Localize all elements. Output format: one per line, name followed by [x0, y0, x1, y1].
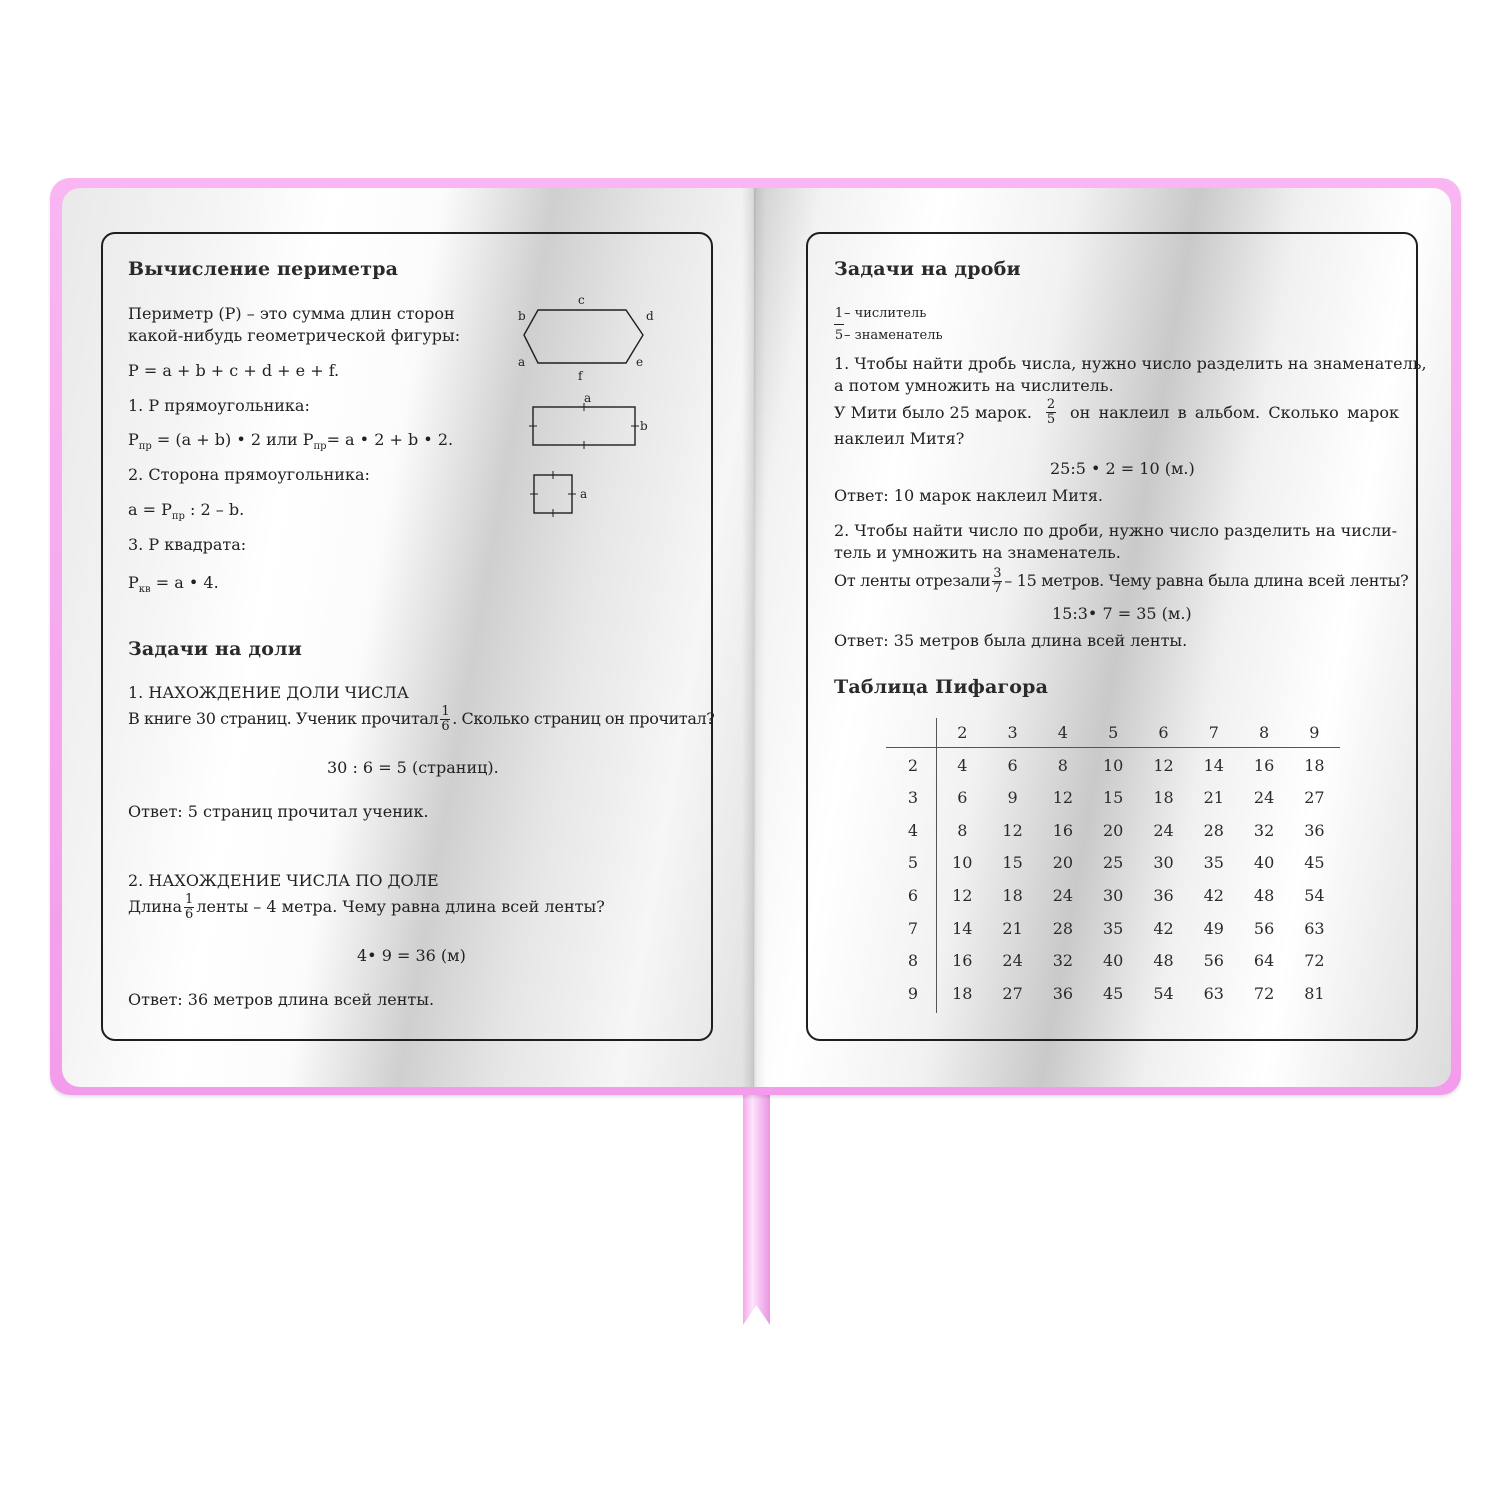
table-cell: 27: [1002, 983, 1023, 1003]
table-cell: 24: [1002, 951, 1023, 971]
table-cell: 36: [1052, 983, 1074, 1003]
perimeter-heading: Вычисление периметра: [128, 258, 399, 280]
table-cell: 48: [1153, 951, 1174, 971]
table-cell: 40: [1103, 951, 1124, 971]
table-cell: 8: [1057, 755, 1068, 775]
table-header-cell: 8: [1259, 723, 1270, 742]
table-cell: 42: [1203, 886, 1224, 905]
fraction-task-2-calc: 15:3• 7 = 35 (м.): [1052, 604, 1192, 623]
fractions-heading: Задачи на дроби: [834, 258, 1021, 280]
perimeter-item-3: 3. P квадрата:: [128, 535, 247, 554]
table-cell: 64: [1253, 951, 1275, 971]
geometry-figures: [500, 288, 670, 528]
share-task-2-answer: Ответ: 36 метров длина всей ленты.: [128, 990, 435, 1009]
square-figure: [530, 471, 587, 517]
table-cell: 28: [1052, 918, 1074, 938]
table-cell: 45: [1304, 853, 1325, 873]
table-cell: 63: [1304, 918, 1325, 938]
numerator-definition: 1– числитель: [834, 303, 926, 325]
table-cell: 56: [1253, 918, 1275, 938]
table-cell: 63: [1203, 983, 1224, 1003]
table-cell: 32: [1052, 951, 1074, 971]
table-cell: 16: [952, 951, 973, 971]
fraction-task-1-line2: наклеил Митя?: [834, 429, 965, 448]
table-cell: 15: [1002, 853, 1023, 873]
svg-text:f: f: [578, 369, 583, 383]
svg-text:a: a: [584, 391, 592, 405]
table-header-cell: 3: [1007, 723, 1018, 742]
svg-text:b: b: [518, 309, 526, 323]
share-task-2-title: 2. НАХОЖДЕНИЕ ЧИСЛА ПО ДОЛЕ: [128, 871, 439, 890]
table-cell: 30: [1153, 853, 1174, 873]
table-cell: 12: [1002, 820, 1023, 840]
fraction-rule-1-line1: 1. Чтобы найти дробь числа, нужно число разделить на знаменатель,: [834, 354, 1427, 373]
table-header-cell: 5: [1108, 723, 1119, 742]
table-cell: 12: [1153, 755, 1174, 775]
table-cell: 56: [1203, 951, 1224, 971]
table-cell: 36: [1304, 820, 1325, 840]
table-header-cell: 6: [1158, 723, 1169, 742]
fraction-task-1-calc: 25:5 • 2 = 10 (м.): [1050, 459, 1195, 478]
fraction-rule-2-line1: 2. Чтобы найти число по дроби, нужно число разделить на числи-: [834, 521, 1398, 540]
table-cell: 4: [957, 755, 968, 775]
table-row-header-cell: 2: [907, 755, 919, 775]
svg-text:a: a: [580, 487, 588, 501]
perimeter-item-2: 2. Сторона прямоугольника:: [128, 465, 370, 484]
rectangle-side-formula: $a = P_{пр}$ : 2 – b.: [128, 500, 245, 522]
table-header-cell: 7: [1208, 723, 1219, 742]
table-cell: 72: [1304, 951, 1325, 971]
shares-heading: Задачи на доли: [128, 638, 303, 660]
table-header-cell: 2: [957, 723, 968, 742]
table-header-cell: 4: [1057, 723, 1068, 742]
table-row-header-cell: 5: [907, 853, 919, 873]
fraction-rule-2-line2: тель и умножить на знаменатель.: [834, 543, 1121, 562]
perimeter-item-1: 1. P прямоугольника:: [128, 396, 310, 415]
share-task-1-text: В книге 30 страниц. Ученик прочитал $\frac{1}{6}$ . Сколько страниц он прочитал?: [128, 704, 715, 734]
table-cell: 48: [1253, 886, 1275, 905]
table-cell: 54: [1304, 886, 1325, 905]
table-cell: 14: [952, 918, 973, 938]
table-row-header-cell: 9: [907, 983, 919, 1003]
rectangle-perimeter-formula: $P_{пр} = (a + b)$ • 2 или $P_{пр}= a$ • 2 + b • 2.: [128, 430, 454, 452]
perimeter-intro-line2: какой-нибудь геометрической фигуры:: [128, 326, 461, 345]
table-cell: 81: [1304, 983, 1325, 1003]
table-cell: 40: [1253, 853, 1275, 873]
share-task-1-title: 1. НАХОЖДЕНИЕ ДОЛИ ЧИСЛА: [128, 683, 409, 702]
table-cell: 8: [957, 820, 968, 840]
pythagoras-heading: Таблица Пифагора: [834, 676, 1049, 698]
share-task-2-calc: 4• 9 = 36 (м): [357, 946, 466, 965]
table-cell: 6: [957, 788, 968, 808]
table-cell: 72: [1253, 983, 1275, 1003]
svg-text:b: b: [640, 419, 648, 433]
table-cell: 24: [1253, 788, 1275, 808]
table-cell: 10: [1103, 755, 1124, 775]
table-cell: 32: [1253, 820, 1275, 840]
hexagon-figure: [518, 293, 654, 383]
table-cell: 16: [1253, 755, 1275, 775]
fraction-rule-1-line2: а потом умножить на числитель.: [834, 376, 1114, 395]
share-task-1-answer: Ответ: 5 страниц прочитал ученик.: [128, 802, 429, 821]
table-cell: 21: [1203, 788, 1224, 808]
table-cell: 15: [1103, 788, 1124, 808]
table-cell: 35: [1103, 918, 1124, 938]
table-cell: 18: [952, 983, 973, 1003]
svg-text:a: a: [518, 355, 526, 369]
table-cell: 18: [1002, 886, 1023, 905]
table-cell: 6: [1007, 755, 1018, 775]
table-cell: 27: [1304, 788, 1325, 808]
table-cell: 9: [1007, 788, 1018, 808]
svg-text:d: d: [646, 309, 654, 323]
perimeter-intro-line1: Периметр (P) – это сумма длин сторон: [128, 304, 455, 323]
table-cell: 14: [1203, 755, 1224, 775]
table-cell: 28: [1203, 820, 1224, 840]
table-row-header-cell: 6: [907, 886, 919, 905]
table-cell: 12: [1052, 788, 1074, 808]
fraction-task-1-line1: У Мити было 25 марок. $\frac{2}{5}$ он наклеил в альбом. Сколько марок: [834, 397, 1399, 427]
pythagoras-table: [886, 718, 1340, 1013]
share-task-2-text: Длина $\frac{1}{6}$ ленты – 4 метра. Чему равна длина всей ленты?: [128, 892, 605, 922]
table-cell: 21: [1002, 918, 1023, 938]
svg-text:c: c: [578, 293, 585, 307]
denominator-definition: 5– знаменатель: [834, 328, 943, 343]
table-horizontal-rule: [886, 747, 1340, 748]
table-cell: 20: [1103, 820, 1124, 840]
table-cell: 42: [1153, 918, 1174, 938]
table-cell: 45: [1103, 983, 1124, 1003]
perimeter-formula: P = a + b + c + d + e + f.: [128, 361, 340, 380]
table-row-header-cell: 3: [907, 788, 919, 808]
table-cell: 24: [1153, 820, 1174, 840]
table-cell: 20: [1052, 853, 1074, 873]
fraction-task-2-answer: Ответ: 35 метров была длина всей ленты.: [834, 631, 1188, 650]
table-cell: 30: [1103, 886, 1124, 905]
svg-text:e: e: [636, 355, 644, 369]
fraction-task-1-answer: Ответ: 10 марок наклеил Митя.: [834, 486, 1103, 505]
square-perimeter-formula: $P_{кв} = a$ • 4.: [128, 573, 219, 595]
table-header-cell: 9: [1309, 723, 1320, 742]
table-row-header-cell: 8: [907, 951, 919, 971]
book-gutter: [742, 188, 766, 1087]
bookmark-ribbon: [743, 1080, 770, 1325]
fraction-task-2-text: От ленты отрезали $\frac{3}{7}$ – 15 метров. Чему равна была длина всей ленты?: [834, 566, 1409, 596]
table-cell: 54: [1153, 983, 1174, 1003]
table-row-header-cell: 4: [907, 820, 919, 840]
rectangle-figure: [529, 391, 648, 449]
table-cell: 24: [1052, 886, 1074, 905]
table-cell: 16: [1052, 820, 1074, 840]
table-cell: 12: [952, 886, 973, 905]
table-cell: 35: [1203, 853, 1224, 873]
table-row-header-cell: 7: [907, 918, 919, 938]
share-task-1-calc: 30 : 6 = 5 (страниц).: [327, 758, 499, 777]
table-cell: 18: [1304, 755, 1325, 775]
table-cell: 36: [1153, 886, 1174, 905]
table-cell: 10: [952, 853, 973, 873]
table-cell: 25: [1103, 853, 1124, 873]
table-cell: 18: [1153, 788, 1174, 808]
table-cell: 49: [1203, 918, 1224, 938]
